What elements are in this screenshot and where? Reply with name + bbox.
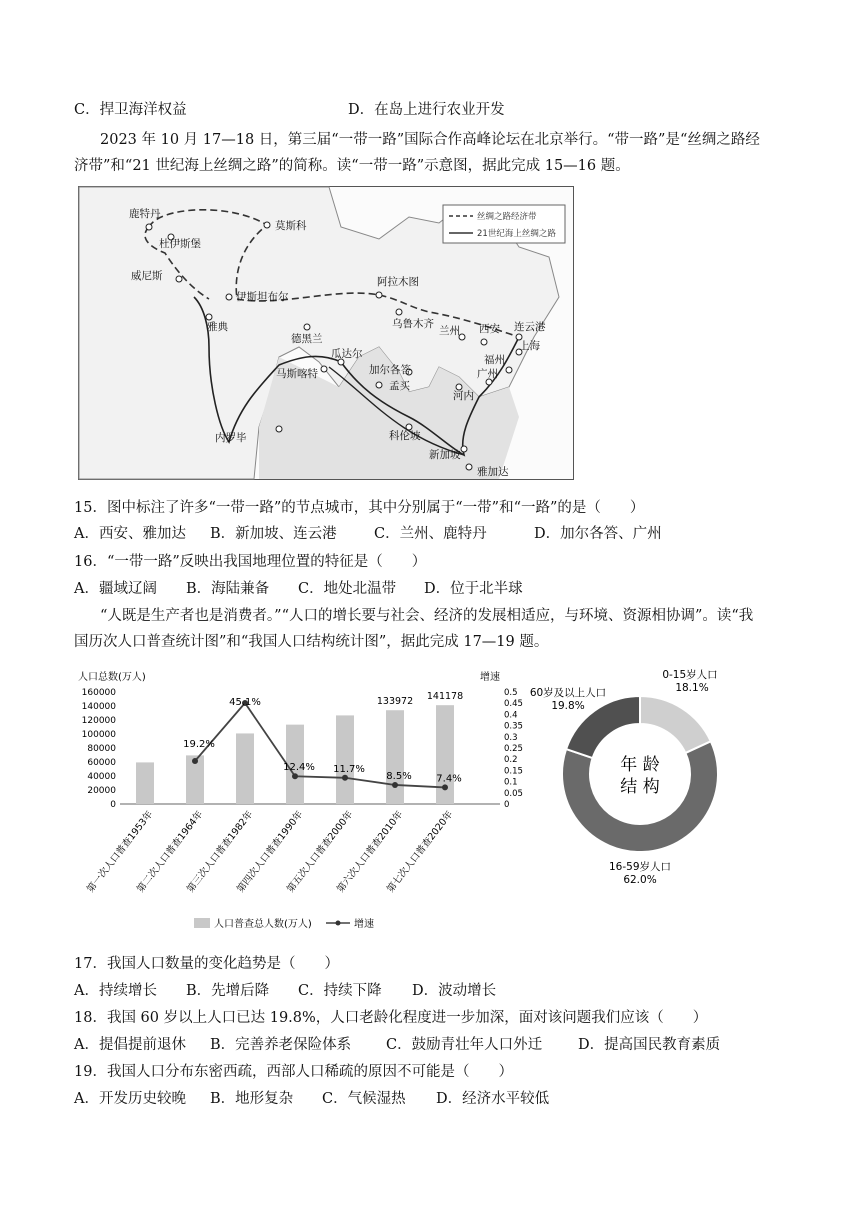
census-bar [136,762,154,804]
x-category-label: 第三次人口普查1982年 [185,809,256,895]
growth-point [392,782,398,788]
y2-tick-label: 0.25 [504,744,523,754]
q18-option-a: A．提倡提前退休 [74,1037,186,1053]
legend-bar-label: 人口普查总人数(万人) [214,919,312,930]
y-tick-label: 20000 [87,786,116,796]
census-chart [70,662,530,940]
legend-line-marker [336,921,341,926]
growth-label: 11.7% [333,763,365,775]
census-bar [236,733,254,804]
census-bar [336,715,354,804]
y2-tick-label: 0.2 [504,755,518,766]
q17-option-d: D．波动增长 [412,983,497,999]
growth-point [442,784,448,790]
y2-tick-label: 0.45 [504,699,523,710]
city-jakarta: 雅加达 [477,466,509,478]
q17-stem: 17．我国人口数量的变化趋势是（ ） [74,956,339,972]
q18-option-c: C．鼓励青壮年人口外迁 [386,1037,543,1053]
y-tick-label: 80000 [87,744,116,754]
census-bar [386,710,404,804]
city-shanghai: 上海 [519,340,540,352]
q19-option-a: A．开发历史较晚 [74,1091,186,1107]
city-duisburg: 杜伊斯堡 [159,238,201,250]
city-colombo: 科伦坡 [389,430,421,442]
q19-stem: 19．我国人口分布东密西疏，西部人口稀疏的原因不可能是（ ） [74,1064,513,1080]
y2-tick-label: 0.35 [504,721,523,732]
q19-option-d: D．经济水平较低 [436,1091,550,1107]
bar-value-label: 133972 [376,696,414,708]
pie-slice-value: 19.8% [551,700,585,712]
y-tick-label: 60000 [87,758,116,768]
city-fuzhou: 福州 [484,354,505,366]
y-tick-label: 100000 [81,730,116,740]
city-guangzhou: 广州 [477,368,498,380]
q18-option-d: D．提高国民教育素质 [578,1037,721,1053]
belt-road-map [78,186,574,480]
q17-option-b: B．先增后降 [186,983,270,999]
q15-stem: 15．图中标注了许多“一带一路”的节点城市，其中分别属于“一带”和“一路”的是（ ） [74,500,645,516]
q16-option-a: A．疆域辽阔 [74,581,157,597]
city-urumqi: 乌鲁木齐 [392,318,434,330]
intro1-line1: 2023 年 10 月 17—18 日，第三届“一带一路”国际合作高峰论坛在北京举行。“带一路”是“丝绸之路经 [100,132,760,148]
legend-line-label: 增速 [354,919,374,930]
bar-value-label: 141178 [426,691,464,703]
y-tick-label: 0 [110,800,116,810]
y-tick-label: 120000 [81,716,116,726]
y2-tick-label: 0.1 [504,777,518,788]
pie-slice-value: 62.0% [623,874,657,886]
x-category-label: 第七次人口普查2020年 [385,809,456,895]
census-chart-svg [70,662,530,940]
donut-center-label: 年 龄 [620,755,660,775]
legend-bar-swatch [194,918,210,928]
y2-tick-label: 0.05 [504,788,523,799]
age-structure-chart [529,664,740,904]
pie-slice [640,696,711,753]
q15-option-a: A．西安、雅加达 [74,526,186,542]
city-muscat: 马斯喀特 [276,368,318,380]
map-svg [79,187,573,479]
donut-center-label: 结 构 [620,777,660,797]
x-category-label: 第四次人口普查1990年 [235,809,306,895]
intro1-line2: 济带”和“21 世纪海上丝绸之路”的简称。读“一带一路”示意图，据此完成 15—16 题。 [74,158,630,174]
city-venice: 威尼斯 [131,270,163,282]
y2-tick-label: 0.5 [504,688,518,698]
city-moscow: 莫斯科 [275,220,307,232]
y-tick-label: 40000 [87,772,116,782]
city-gwadar: 瓜达尔 [331,348,363,360]
intro2-line1: “人既是生产者也是消费者。”“人口的增长要与社会、经济的发展相适应，与环境、资源相协调”。读“我 [100,608,754,624]
q14-option-d: D．在岛上进行农业开发 [348,102,505,118]
x-category-label: 第五次人口普查2000年 [285,809,356,895]
q19-option-b: B．地形复杂 [210,1091,294,1107]
city-rotterdam: 鹿特丹 [129,208,161,220]
x-category-label: 第六次人口普查2010年 [335,809,406,895]
y2-tick-label: 0.3 [504,732,518,743]
pie-slice-name: 0-15岁人口 [662,669,718,681]
y2-axis-label: 增速 [480,672,500,683]
city-hanoi: 河内 [453,390,474,402]
y-tick-label: 140000 [81,702,116,712]
intro2-line2: 国历次人口普查统计图”和“我国人口结构统计图”，据此完成 17—19 题。 [74,634,549,650]
city-istanbul: 伊斯坦布尔 [236,291,289,303]
y-axis-label: 人口总数(万人) [78,672,146,683]
pie-slice-name: 60岁及以上人口 [529,687,607,699]
y2-tick-label: 0.15 [504,766,523,777]
city-mumbai: 孟买 [389,380,410,392]
city-almaty: 阿拉木图 [377,276,419,288]
q17-option-a: A．持续增长 [74,983,157,999]
y2-tick-label: 0.4 [504,710,518,721]
city-xian: 西安 [479,323,500,335]
city-singapore: 新加坡 [429,449,461,461]
q18-stem: 18．我国 60 岁以上人口已达 19.8%，人口老龄化程度进一步加深，面对该问题我们应该（ ） [74,1010,708,1026]
q18-option-b: B．完善养老保险体系 [210,1037,352,1053]
q15-option-b: B．新加坡、连云港 [210,526,337,542]
legend-land-label: 丝绸之路经济带 [477,212,537,222]
city-lanzhou: 兰州 [439,325,460,337]
pie-slice-name: 16-59岁人口 [608,861,672,873]
growth-label: 45.1% [229,696,261,708]
q19-option-c: C．气候湿热 [322,1091,406,1107]
growth-point [292,773,298,779]
pie-slice-value: 18.1% [675,682,709,694]
y-tick-label: 160000 [81,688,116,698]
y2-tick-label: 0 [504,800,510,810]
growth-point [192,758,198,764]
x-category-label: 第二次人口普查1964年 [135,809,206,895]
city-nairobi: 内罗毕 [215,432,247,444]
q16-option-b: B．海陆兼备 [186,581,270,597]
city-tehran: 德黑兰 [291,333,323,345]
q17-option-c: C．持续下降 [298,983,382,999]
city-athens: 雅典 [207,321,228,333]
city-lianyungang: 连云港 [514,321,546,333]
q16-option-d: D．位于北半球 [424,581,523,597]
legend-sea-label: 21世纪海上丝绸之路 [477,229,556,239]
x-category-label: 第一次人口普查1953年 [85,809,156,895]
growth-label: 19.2% [183,738,215,750]
q16-stem: 16．“一带一路”反映出我国地理位置的特征是（ ） [74,554,427,570]
q14-option-c: C．捍卫海洋权益 [74,102,187,118]
q16-option-c: C．地处北温带 [298,581,397,597]
q15-option-d: D．加尔各答、广州 [534,526,662,542]
age-structure-svg [529,664,740,904]
growth-label: 12.4% [283,762,315,774]
q15-option-c: C．兰州、鹿特丹 [374,526,487,542]
city-kolkata: 加尔各答 [369,364,411,376]
growth-label: 7.4% [436,773,462,785]
growth-point [342,775,348,781]
growth-label: 8.5% [386,770,412,782]
